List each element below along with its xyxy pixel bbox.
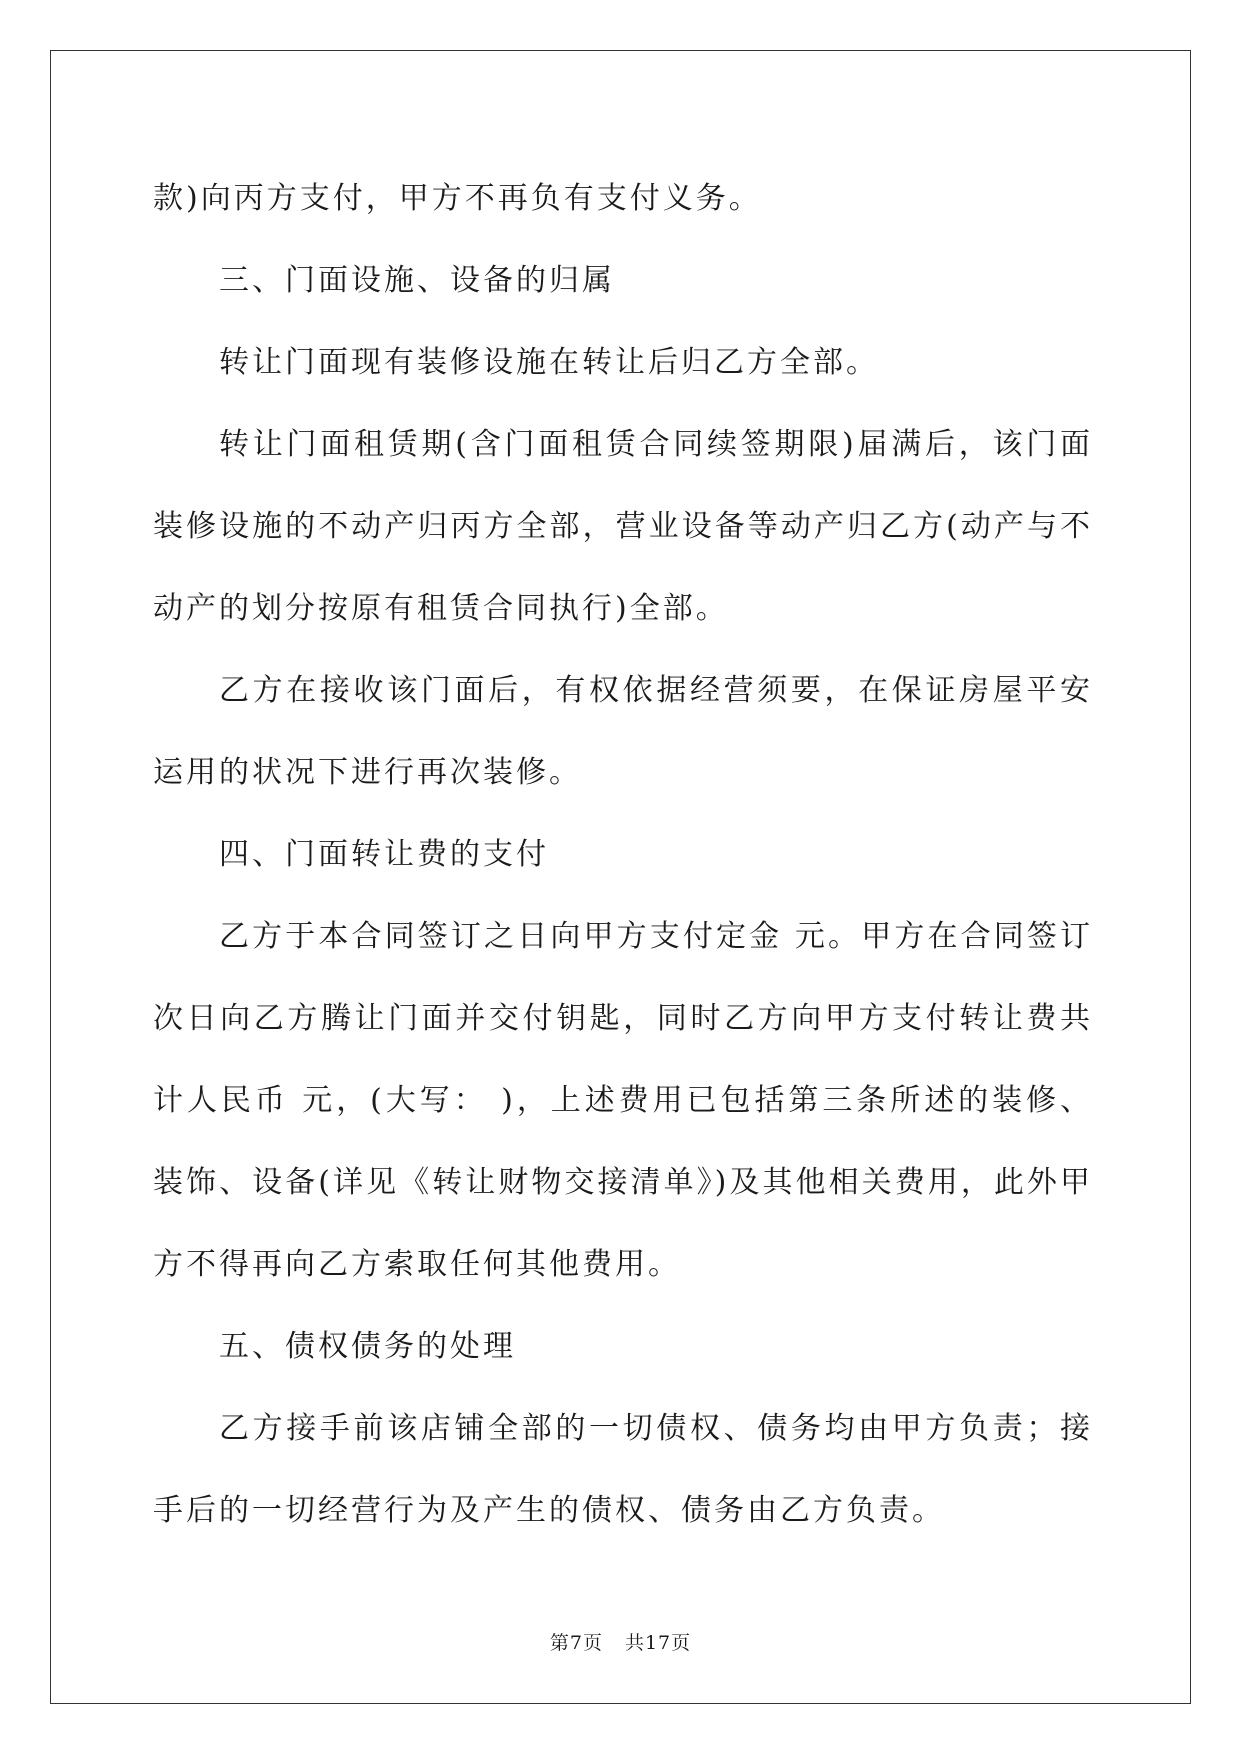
paragraph: 转让门面租赁期(含门面租赁合同续签期限)届满后，该门面装修设施的不动产归丙方全部，营业设备等动产归乙方(动产与不动产的划分按原有租赁合同执行)全部。 <box>153 427 1093 626</box>
section-heading-3: 三、门面设施、设备的归属 <box>219 263 615 298</box>
paragraph-continuation: 款)向丙方支付，甲方不再负有支付义务。 <box>153 181 762 216</box>
paragraph: 乙方在接收该门面后，有权依据经营须要，在保证房屋平安运用的状况下进行再次装修。 <box>153 673 1093 790</box>
document-body <box>153 158 1093 1552</box>
section-heading-5: 五、债权债务的处理 <box>219 1329 516 1364</box>
paragraph: 乙方接手前该店铺全部的一切债权、债务均由甲方负责；接手后的一切经营行为及产生的债权、债务由乙方负责。 <box>153 1411 1093 1528</box>
section-heading-4: 四、门面转让费的支付 <box>219 837 549 872</box>
page-footer <box>0 1628 1241 1655</box>
page-total: 共17页 <box>624 1632 692 1654</box>
page-number: 第7页 <box>549 1632 603 1654</box>
paragraph: 转让门面现有装修设施在转让后归乙方全部。 <box>219 345 879 380</box>
paragraph: 乙方于本合同签订之日向甲方支付定金 元。甲方在合同签订次日向乙方腾让门面并交付钥匙，同时乙方向甲方支付转让费共计人民币 元，(大写： )，上述费用已包括第三条所述的装修、装饰、设备(详见《转让财物交接清单》)及其他相关费用，此外甲方不得再向乙方索取任何其他费用。 <box>153 919 1093 1282</box>
